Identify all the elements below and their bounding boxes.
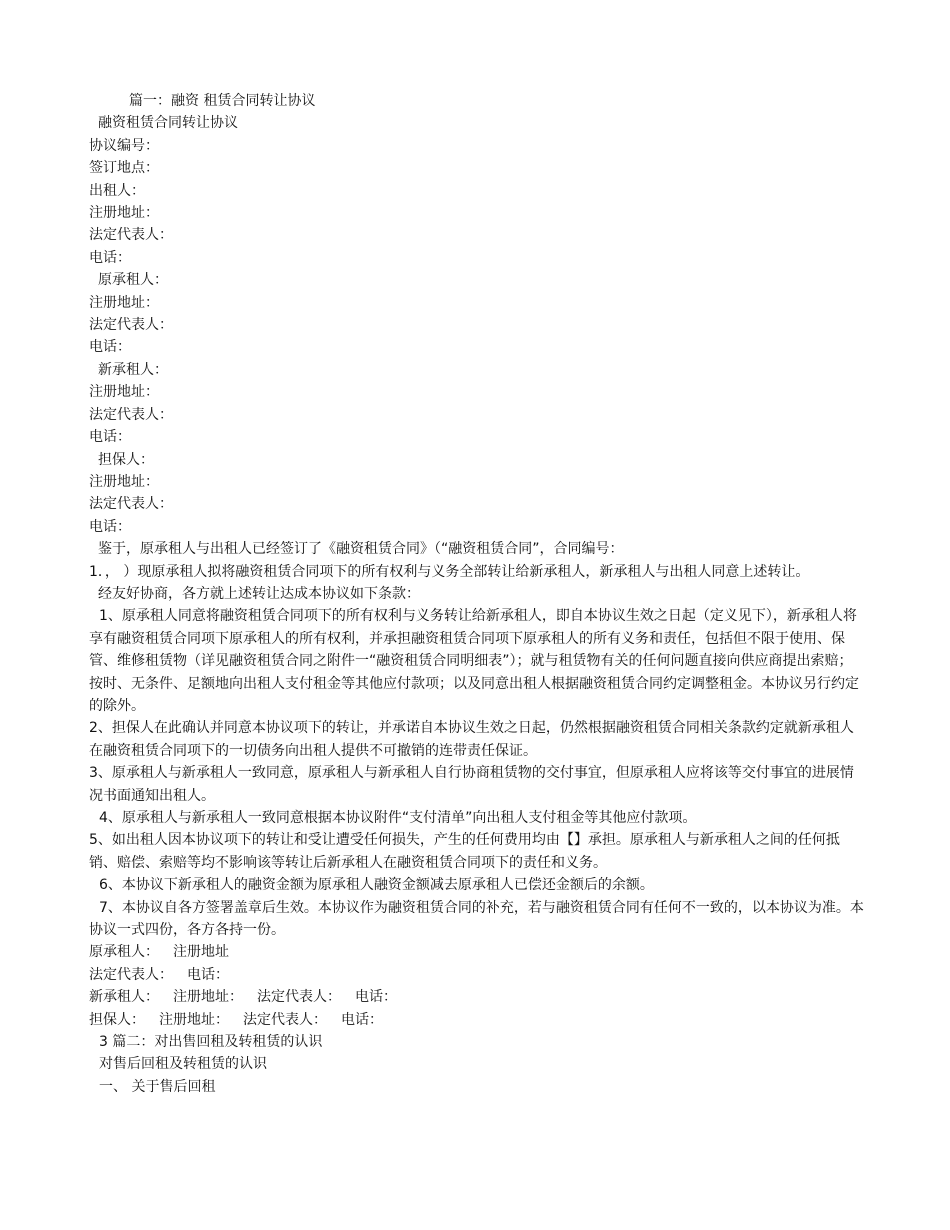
sig-phone-label: 电话： xyxy=(187,966,229,983)
field-new-lessee-phone: 电话： xyxy=(89,429,131,446)
field-guarantor-address: 注册地址： xyxy=(89,473,159,490)
part2-title: 3 篇二：对出售回租及转租赁的认识 xyxy=(99,1034,323,1051)
field-original-lessee: 原承租人： xyxy=(98,272,168,289)
field-original-lessee-phone: 电话： xyxy=(89,339,131,356)
field-guarantor-rep: 法定代表人： xyxy=(89,496,173,513)
field-new-lessee-address: 注册地址： xyxy=(89,384,159,401)
sig-new-lessee-phone: 电话： xyxy=(355,989,397,1006)
signature-line-original-lessee xyxy=(89,941,864,963)
agreement-title: 融资租赁合同转让协议 xyxy=(98,115,238,132)
part2-section-1: 一、 关于售后回租 xyxy=(99,1078,216,1095)
sig-guarantor-address: 注册地址： xyxy=(159,1011,229,1028)
field-lessor-rep: 法定代表人： xyxy=(89,227,173,244)
clause-6: 6、本协议下新承租人的融资金额为原承租人融资金额减去原承租人已偿还金额后的余额。 xyxy=(99,877,654,894)
signature-line-new-lessee xyxy=(89,986,864,1008)
clause-3: 3、原承租人与新承租人一致同意，原承租人与新承租人自行协商租赁物的交付事宜，但原承租人应将该等交付事宜的进展情况书面通知出租人。 xyxy=(89,765,854,804)
sig-guarantor-phone: 电话： xyxy=(341,1011,383,1028)
sig-rep-label: 法定代表人： xyxy=(89,966,173,983)
sig-new-lessee-label: 新承租人： xyxy=(89,989,159,1006)
field-original-lessee-address: 注册地址： xyxy=(89,294,159,311)
clause-5: 5、如出租人因本协议项下的转让和受让遭受任何损失，产生的任何费用均由【】承担。原承租人与新承租人之间的任何抵销、赔偿、索赔等均不影响该等转让后新承租人在融资租赁合同项下的责任和义务。 xyxy=(89,832,840,871)
sig-original-lessee-label: 原承租人： xyxy=(89,944,159,961)
field-agreement-no: 协议编号： xyxy=(89,137,159,154)
field-original-lessee-rep: 法定代表人： xyxy=(89,317,173,334)
field-guarantor: 担保人： xyxy=(98,451,154,468)
part2-subtitle: 对售后回租及转租赁的认识 xyxy=(99,1056,267,1073)
field-lessor-address: 注册地址： xyxy=(89,205,159,222)
field-guarantor-phone: 电话： xyxy=(89,518,131,535)
sig-new-lessee-address: 注册地址： xyxy=(173,989,243,1006)
field-new-lessee-rep: 法定代表人： xyxy=(89,406,173,423)
recital-item-1: 1．， ）现原承租人拟将融资租赁合同项下的所有权利与义务全部转让给新承租人，新承租人与出租人同意上述转让。 xyxy=(89,563,810,580)
document-title: 篇一：融资 租赁合同转让协议 xyxy=(129,93,316,109)
clause-7: 7、本协议自各方签署盖章后生效。本协议作为融资租赁合同的补充，若与融资租赁合同有任何不一致的，以本协议为准。本协议一式四份，各方各持一份。 xyxy=(89,899,864,939)
sig-original-lessee-address: 注册地址 xyxy=(173,944,229,961)
sig-guarantor-rep: 法定代表人： xyxy=(243,1011,327,1028)
field-lessor: 出租人： xyxy=(89,182,145,199)
signature-line-guarantor xyxy=(89,1009,864,1031)
signature-line-representative xyxy=(89,964,864,986)
document-body xyxy=(89,90,864,1098)
field-lessor-phone: 电话： xyxy=(89,249,131,266)
clause-4: 4、原承租人与新承租人一致同意根据本协议附件“支付清单”向出租人支付租金等其他应付款项。 xyxy=(99,810,697,826)
whereas-clause: 鉴于，原承租人与出租人已经签订了《融资租赁合同》（“融资租赁合同”，合同编号： xyxy=(98,541,624,558)
sig-new-lessee-rep: 法定代表人： xyxy=(257,989,341,1006)
field-new-lessee: 新承租人： xyxy=(98,361,168,378)
field-signing-place: 签订地点： xyxy=(89,160,159,177)
clause-1: 1、原承租人同意将融资租赁合同项下的所有权利与义务转让给新承租人，即自本协议生效之日起（定义见下），新承租人将享有融资租赁合同项下原承租人的所有权利，并承担融资租赁合同项下原承租人的所有义务和责任，包括但不限于使用、保管、维修租赁物（详见融资租赁合同之附件一“融资租赁合同明细表”）；就与租赁物有关的任何问题直接向供应商提出索赔；按时、无条件、足额地向出租人支付租金等其他应付款项；以及同意出租人根据融资租赁合同约定调整租金。本协议另行约定的除外。 xyxy=(89,608,859,714)
consultation-line: 经友好协商，各方就上述转让达成本协议如下条款： xyxy=(98,585,420,602)
sig-guarantor-label: 担保人： xyxy=(89,1011,145,1028)
clause-2: 2、担保人在此确认并同意本协议项下的转让，并承诺自本协议生效之日起，仍然根据融资租赁合同相关条款约定就新承租人在融资租赁合同项下的一切债务向出租人提供不可撤销的连带责任保证。 xyxy=(89,720,854,759)
